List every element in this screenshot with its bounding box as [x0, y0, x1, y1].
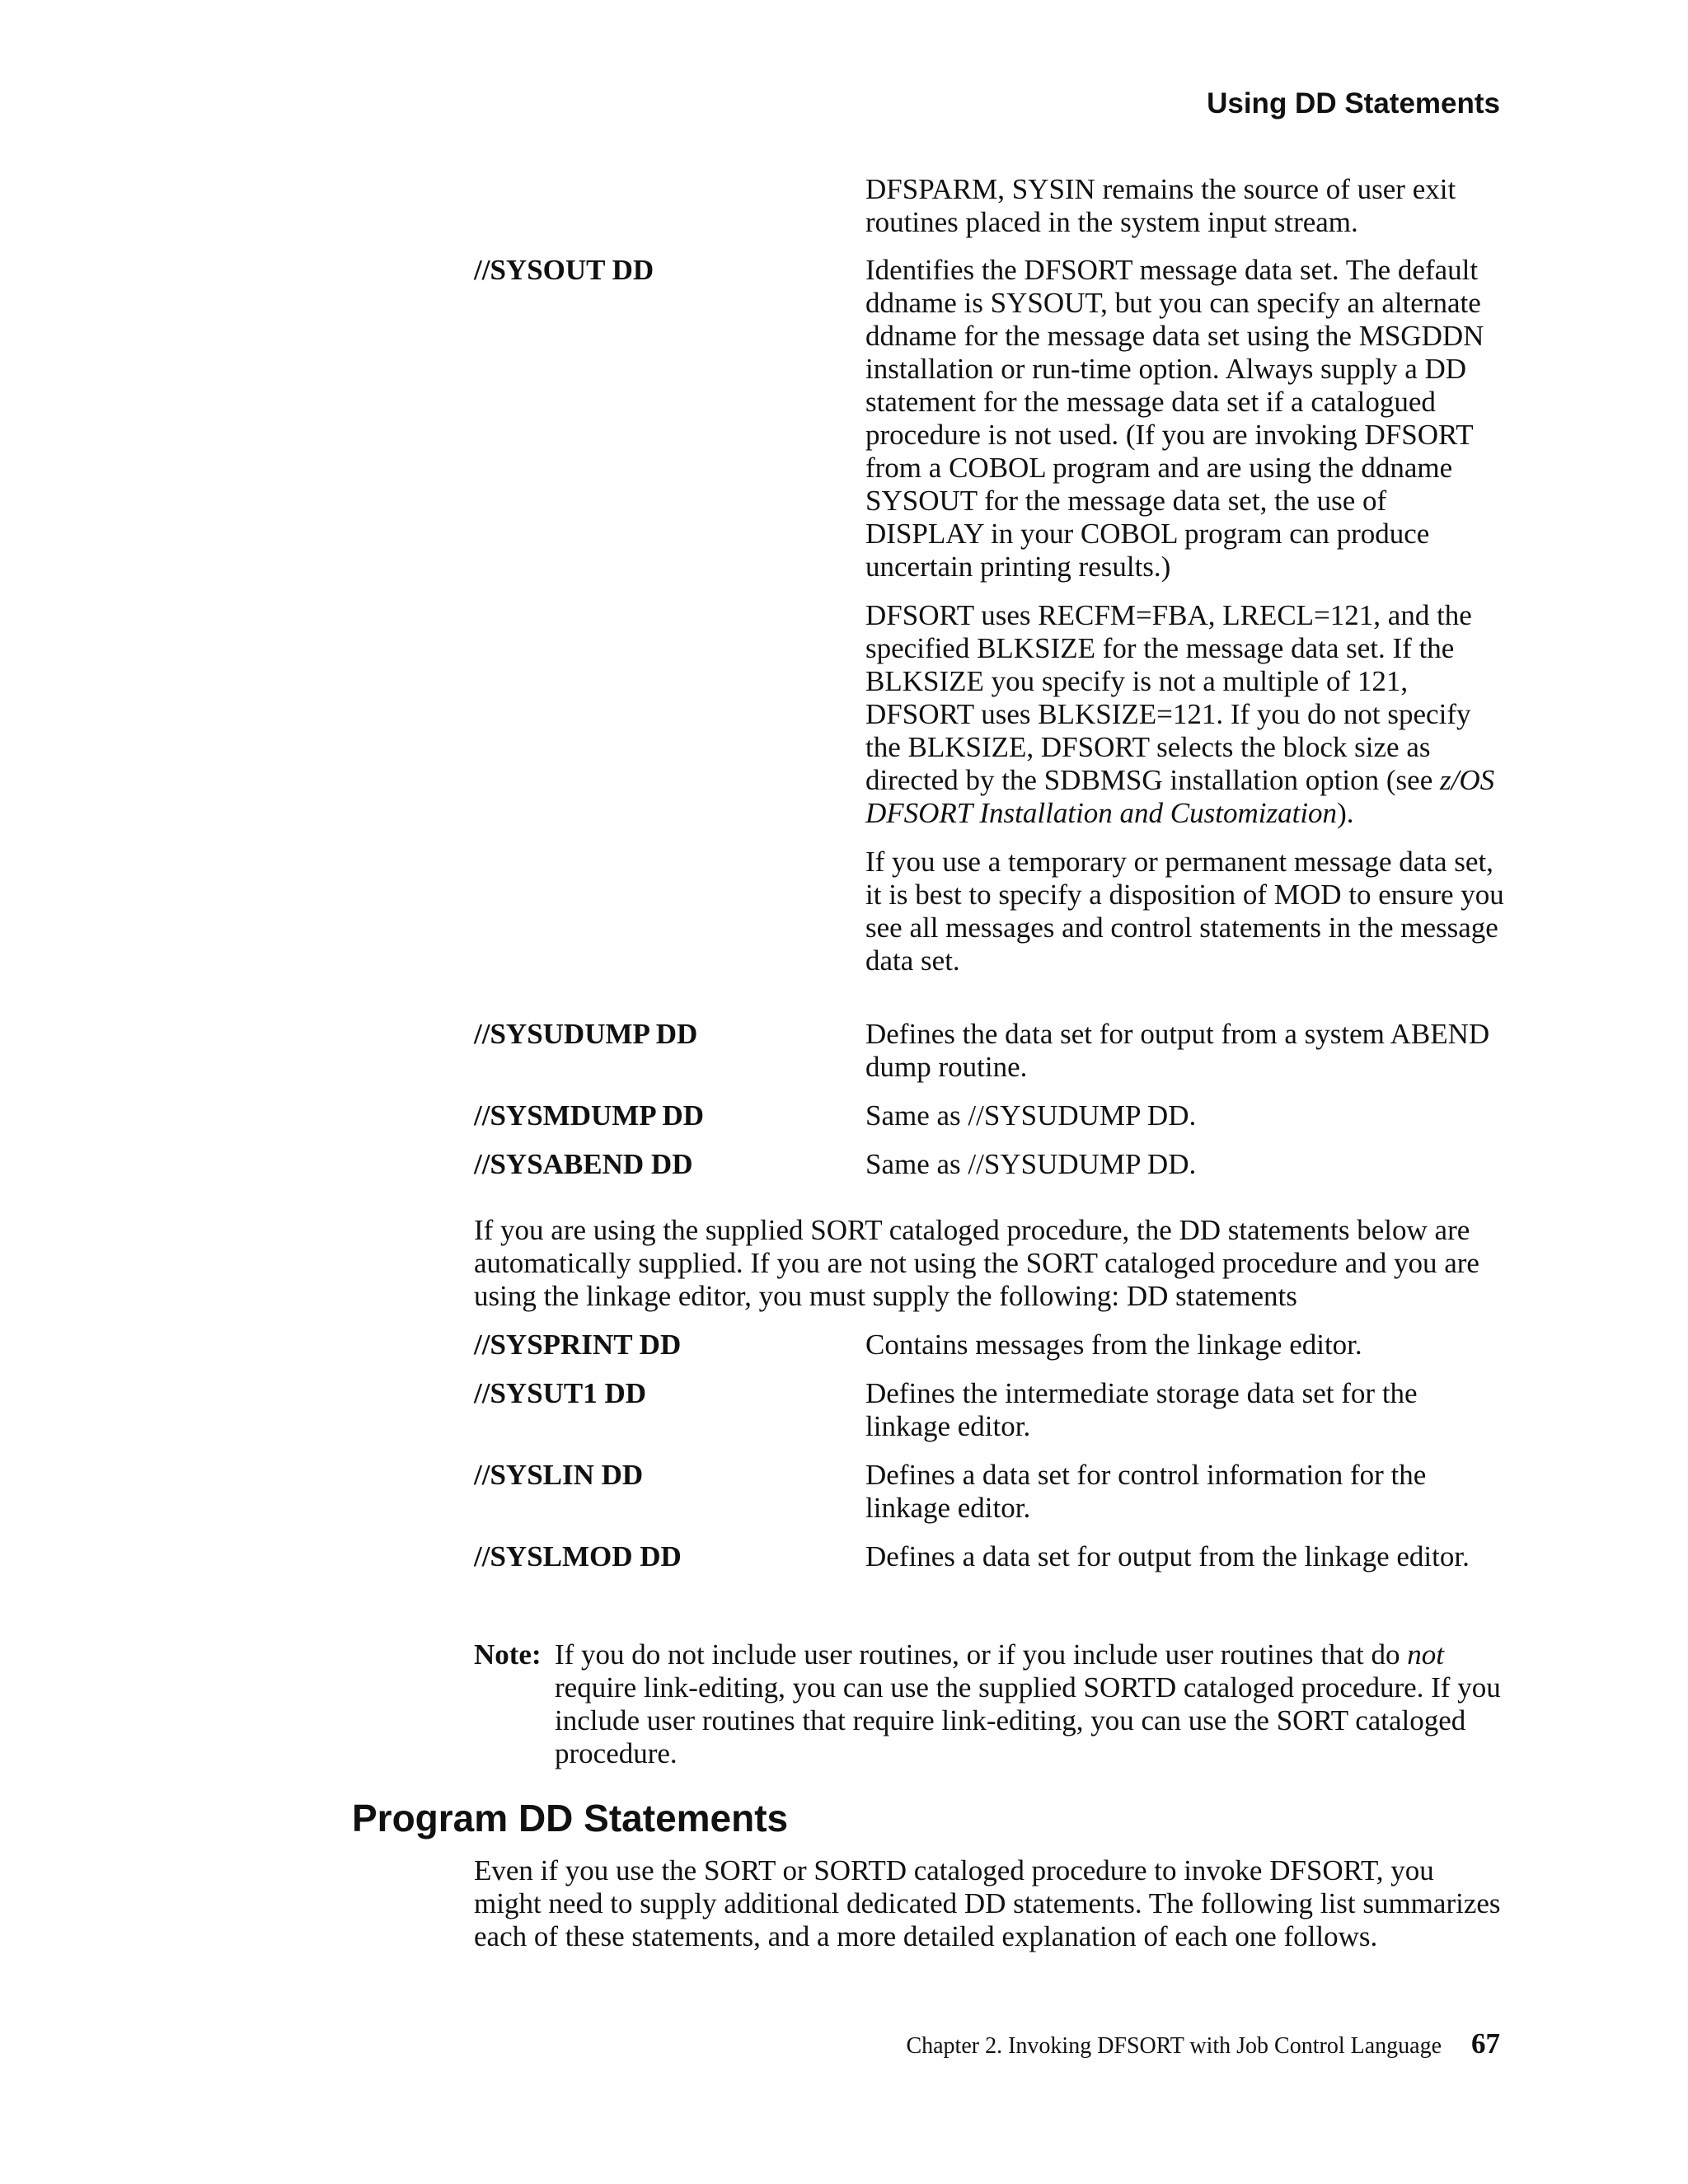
sysout-term: //SYSOUT DD: [474, 254, 654, 286]
note-block: [474, 1638, 1508, 1770]
syslmod-description: Defines a data set for output from the linkage editor.: [865, 1540, 1470, 1572]
syslmod-term: //SYSLMOD DD: [474, 1540, 682, 1572]
note-start: If you do not include user routines, or if you include user routines that do: [555, 1638, 1408, 1671]
running-head: Using DD Statements: [1207, 87, 1500, 120]
linkage-intro-paragraph: If you are using the supplied SORT cataloged procedure, the DD statements below are automatically supplied. If you are not using the SORT cataloged procedure and you are using the linkage editor, you must supply the following: DD statements: [474, 1214, 1479, 1312]
syslin-description: Defines a data set for control information for the linkage editor.: [865, 1459, 1427, 1524]
sysmdump-description: Same as //SYSUDUMP DD.: [865, 1099, 1197, 1132]
sysabend-term: //SYSABEND DD: [474, 1148, 693, 1180]
sysout-description: [865, 254, 1508, 977]
sysudump-term: //SYSUDUMP DD: [474, 1018, 698, 1050]
sysout-p2-end: ).: [1337, 797, 1354, 829]
sysin-continuation: [865, 173, 1508, 239]
sysout-paragraph-2: [865, 599, 1508, 830]
note-text: [555, 1638, 1508, 1770]
sysout-paragraph-3: If you use a temporary or permanent message data set, it is best to specify a disposition of MOD to ensure you see all messages and control statements in the message data set.: [865, 846, 1504, 977]
sysprint-term: //SYSPRINT DD: [474, 1329, 682, 1361]
sysmdump-term: //SYSMDUMP DD: [474, 1099, 705, 1132]
page-footer: [906, 2027, 1500, 2060]
sysout-paragraph-1: Identifies the DFSORT message data set. The default ddname is SYSOUT, but you can specify an alternate ddname for the message data set using the MSGDDN installation or run-time option. Always supply a DD statement for the message data set if a catalogued procedure is not used. (If you are invoking DFSORT from a COBOL program and are using the ddname SYSOUT for the message data set, the use of DISPLAY in your COBOL program can produce uncertain printing results.): [865, 254, 1484, 583]
note-emphasis: not: [1407, 1638, 1444, 1671]
note-label: Note:: [474, 1638, 542, 1671]
section-body-paragraph: Even if you use the SORT or SORTD cataloged procedure to invoke DFSORT, you might need to supply additional dedicated DD statements. The following list summarizes each of these statements, and a more detailed explanation of each one follows.: [474, 1854, 1501, 1952]
note-end: require link-editing, you can use the supplied SORTD cataloged procedure. If you include user routines that require link-editing, you can use the SORT cataloged procedure.: [555, 1671, 1501, 1769]
sysut1-description: Defines the intermediate storage data set for the linkage editor.: [865, 1377, 1418, 1442]
page-number: 67: [1471, 2027, 1500, 2060]
sysabend-description: Same as //SYSUDUMP DD.: [865, 1148, 1197, 1180]
section-heading: Program DD Statements: [352, 1797, 789, 1840]
citation-installation-guide: z/OS DFSORT Installation and Customization: [865, 764, 1495, 829]
sysin-tail-text: DFSPARM, SYSIN remains the source of user exit routines placed in the system input stream.: [865, 173, 1456, 238]
sysout-p2-start: DFSORT uses RECFM=FBA, LRECL=121, and the specified BLKSIZE for the message data set. If the BLKSIZE you specify is not a multiple of 121, DFSORT uses BLKSIZE=121. If you do not specify the BLKSIZE, DFSORT selects the block size as directed by the SDBMSG installation option (see: [865, 599, 1472, 796]
sysut1-term: //SYSUT1 DD: [474, 1377, 647, 1409]
sysprint-description: Contains messages from the linkage editor.: [865, 1329, 1362, 1361]
syslin-term: //SYSLIN DD: [474, 1459, 644, 1491]
footer-chapter-title: Chapter 2. Invoking DFSORT with Job Control Language: [906, 2033, 1442, 2059]
sysudump-description: Defines the data set for output from a system ABEND dump routine.: [865, 1018, 1490, 1083]
